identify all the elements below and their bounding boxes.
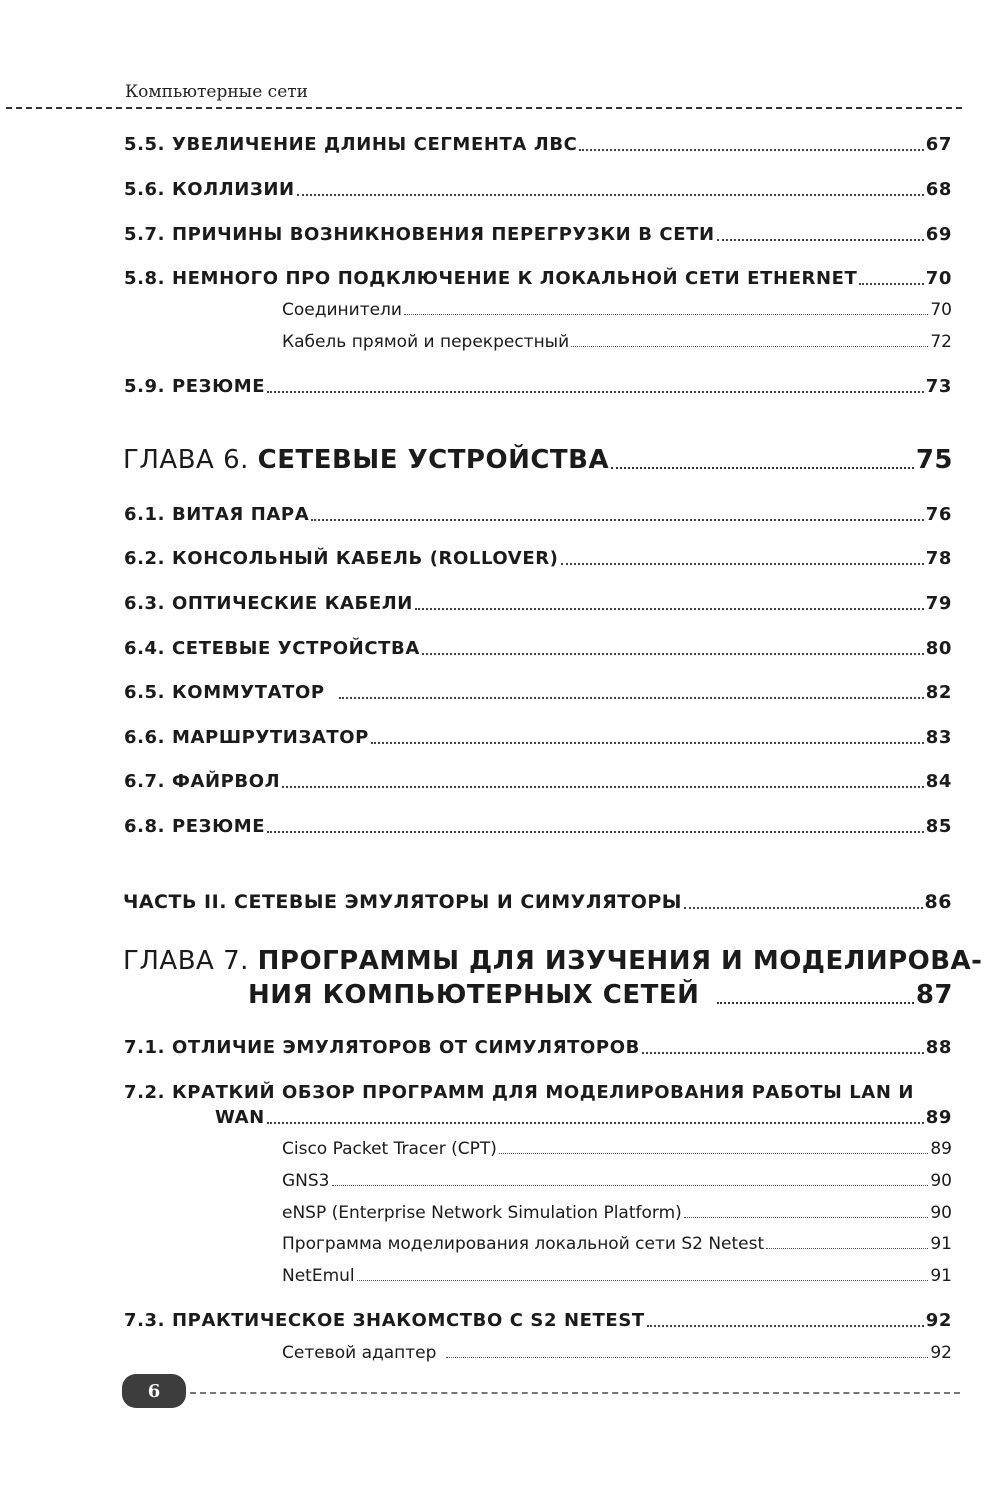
toc-entry-title: Программа моделирования локальной сети S2 Netest xyxy=(282,1234,765,1254)
chapter-prefix: ГЛАВА 6. xyxy=(123,445,249,475)
toc-entry-5-8[interactable] xyxy=(124,268,952,289)
toc-entry-6-7[interactable] xyxy=(124,771,952,792)
toc-entry-page: 90 xyxy=(930,1203,952,1223)
toc-entry-title: ЧАСТЬ II. СЕТЕВЫЕ ЭМУЛЯТОРЫ И СИМУЛЯТОРЫ xyxy=(123,891,682,913)
toc-entry-title: 7.1. ОТЛИЧИЕ ЭМУЛЯТОРОВ ОТ СИМУЛЯТОРОВ xyxy=(124,1037,640,1058)
chapter-title: СЕТЕВЫЕ УСТРОЙСТВА xyxy=(257,445,610,475)
dot-leader xyxy=(357,1280,929,1281)
toc-entry-title: GNS3 xyxy=(282,1171,330,1191)
toc-chapter-7-line2[interactable] xyxy=(248,980,953,1010)
chapter-prefix: ГЛАВА 7. xyxy=(123,946,249,976)
toc-entry-6-1[interactable] xyxy=(124,504,952,525)
toc-entry-title: 6.7. ФАЙРВОЛ xyxy=(124,771,281,792)
toc-chapter-7-line1[interactable] xyxy=(123,946,983,976)
toc-entry-page: 82 xyxy=(925,682,952,703)
toc-sub-entry[interactable] xyxy=(282,1343,952,1363)
toc-entry-page: 84 xyxy=(925,771,952,792)
toc-entry-title: Кабель прямой и перекрестный xyxy=(282,332,570,352)
toc-entry-page: 79 xyxy=(925,593,952,614)
toc-entry-page: 67 xyxy=(925,134,952,155)
toc-sub-entry[interactable] xyxy=(282,1203,952,1223)
dot-leader xyxy=(332,1185,929,1186)
toc-entry-title: 6.5. КОММУТАТОР xyxy=(124,682,325,703)
toc-entry-page: 88 xyxy=(925,1037,952,1058)
toc-entry-title: 5.9. РЕЗЮМЕ xyxy=(124,376,266,397)
toc-entry-7-2-line1[interactable]: 7.2. КРАТКИЙ ОБЗОР ПРОГРАММ ДЛЯ МОДЕЛИРОВАНИЯ РАБОТЫ LAN И xyxy=(124,1082,915,1103)
dot-leader xyxy=(859,283,923,285)
toc-entry-5-9[interactable] xyxy=(124,376,952,397)
toc-entry-6-5[interactable] xyxy=(124,682,952,703)
toc-entry-title: Сетевой адаптер xyxy=(282,1343,437,1363)
dot-leader xyxy=(717,239,924,241)
toc-entry-6-6[interactable] xyxy=(124,727,952,748)
toc-entry-5-5[interactable] xyxy=(124,134,952,155)
toc-entry-page: 92 xyxy=(925,1310,952,1331)
dot-leader xyxy=(422,653,924,655)
chapter-title: ПРОГРАММЫ ДЛЯ ИЗУЧЕНИЯ И МОДЕЛИРОВА- xyxy=(257,946,983,976)
toc-entry-page: 68 xyxy=(925,179,952,200)
toc-entry-title: 5.8. НЕМНОГО ПРО ПОДКЛЮЧЕНИЕ К ЛОКАЛЬНОЙ СЕТИ ETHERNET xyxy=(124,268,858,289)
dot-leader xyxy=(642,1052,924,1054)
dot-leader xyxy=(371,742,924,744)
footer-divider xyxy=(190,1392,960,1394)
toc-sub-entry[interactable] xyxy=(282,1171,952,1191)
toc-entry-page: 89 xyxy=(930,1139,952,1159)
toc-part-2[interactable] xyxy=(123,891,952,913)
toc-entry-title: 7.3. ПРАКТИЧЕСКОЕ ЗНАКОМСТВО С S2 NETEST xyxy=(124,1310,645,1331)
dot-leader xyxy=(415,608,924,610)
toc-sub-entry[interactable] xyxy=(282,300,952,320)
toc-entry-page: 90 xyxy=(930,1171,952,1191)
dot-leader xyxy=(267,1122,924,1124)
page-number-badge: 6 xyxy=(122,1374,186,1408)
dot-leader xyxy=(404,314,928,315)
dot-leader xyxy=(561,563,924,565)
toc-entry-page: 91 xyxy=(930,1266,952,1286)
dot-leader xyxy=(297,194,924,196)
chapter-title-cont: НИЯ КОМПЬЮТЕРНЫХ СЕТЕЙ xyxy=(248,980,700,1010)
toc-entry-page: 86 xyxy=(924,891,952,913)
toc-entry-title: 5.6. КОЛЛИЗИИ xyxy=(124,179,295,200)
toc-entry-title: 6.8. РЕЗЮМЕ xyxy=(124,816,266,837)
dot-leader xyxy=(766,1248,928,1249)
toc-entry-title: 5.7. ПРИЧИНЫ ВОЗНИКНОВЕНИЯ ПЕРЕГРУЗКИ В СЕТИ xyxy=(124,224,715,245)
toc-entry-page: 70 xyxy=(930,300,952,320)
toc-sub-entry[interactable] xyxy=(282,332,952,352)
chapter-page: 75 xyxy=(915,445,953,475)
dot-leader xyxy=(282,786,924,788)
toc-entry-title: Cisco Packet Tracer (CPT) xyxy=(282,1139,497,1159)
toc-entry-title: Соединители xyxy=(282,300,402,320)
toc-chapter-6[interactable] xyxy=(123,445,953,475)
dot-leader xyxy=(267,391,924,393)
toc-entry-title: eNSP (Enterprise Network Simulation Platform) xyxy=(282,1203,682,1223)
toc-sub-entry[interactable] xyxy=(282,1139,952,1159)
toc-entry-title: 6.6. МАРШРУТИЗАТОР xyxy=(124,727,369,748)
toc-entry-page: 70 xyxy=(925,268,952,289)
toc-entry-7-2-line2[interactable] xyxy=(215,1107,952,1128)
toc-entry-page: 80 xyxy=(925,638,952,659)
dot-leader xyxy=(684,907,923,909)
dot-leader xyxy=(446,1357,928,1358)
toc-entry-5-7[interactable] xyxy=(124,224,952,245)
dot-leader xyxy=(339,697,924,699)
toc-entry-7-3[interactable] xyxy=(124,1310,952,1331)
running-head: Компьютерные сети xyxy=(125,82,308,102)
toc-entry-page: 78 xyxy=(925,548,952,569)
toc-sub-entry[interactable] xyxy=(282,1266,952,1286)
toc-entry-7-1[interactable] xyxy=(124,1037,952,1058)
toc-entry-page: 69 xyxy=(925,224,952,245)
toc-entry-5-6[interactable] xyxy=(124,179,952,200)
header-divider xyxy=(6,107,962,109)
toc-entry-page: 91 xyxy=(930,1234,952,1254)
toc-entry-6-2[interactable] xyxy=(124,548,952,569)
toc-entry-page: 92 xyxy=(930,1343,952,1363)
dot-leader xyxy=(684,1217,929,1218)
toc-entry-page: 76 xyxy=(925,504,952,525)
toc-entry-6-8[interactable] xyxy=(124,816,952,837)
chapter-page: 87 xyxy=(915,980,953,1010)
toc-entry-title: 6.1. ВИТАЯ ПАРА xyxy=(124,504,310,525)
dot-leader xyxy=(267,831,924,833)
toc-entry-page: 85 xyxy=(925,816,952,837)
toc-entry-page: 89 xyxy=(925,1107,952,1128)
toc-entry-title: 6.2. КОНСОЛЬНЫЙ КАБЕЛЬ (ROLLOVER) xyxy=(124,548,559,569)
dot-leader xyxy=(717,1002,913,1004)
dot-leader xyxy=(611,467,914,469)
dot-leader xyxy=(499,1153,928,1154)
toc-entry-6-3[interactable] xyxy=(124,593,952,614)
toc-sub-entry[interactable] xyxy=(282,1234,952,1254)
dot-leader xyxy=(647,1325,924,1327)
toc-entry-page: 73 xyxy=(925,376,952,397)
toc-entry-title-cont: WAN xyxy=(215,1107,265,1128)
toc-entry-title: 6.3. ОПТИЧЕСКИЕ КАБЕЛИ xyxy=(124,593,413,614)
dot-leader xyxy=(311,519,924,521)
dot-leader xyxy=(579,149,923,151)
toc-entry-title: 5.5. УВЕЛИЧЕНИЕ ДЛИНЫ СЕГМЕНТА ЛВС xyxy=(124,134,578,155)
toc-entry-title: 6.4. СЕТЕВЫЕ УСТРОЙСТВА xyxy=(124,638,420,659)
dot-leader xyxy=(571,346,928,347)
toc-entry-page: 83 xyxy=(925,727,952,748)
toc-entry-title: NetEmul xyxy=(282,1266,355,1286)
toc-entry-6-4[interactable] xyxy=(124,638,952,659)
toc-entry-page: 72 xyxy=(930,332,952,352)
